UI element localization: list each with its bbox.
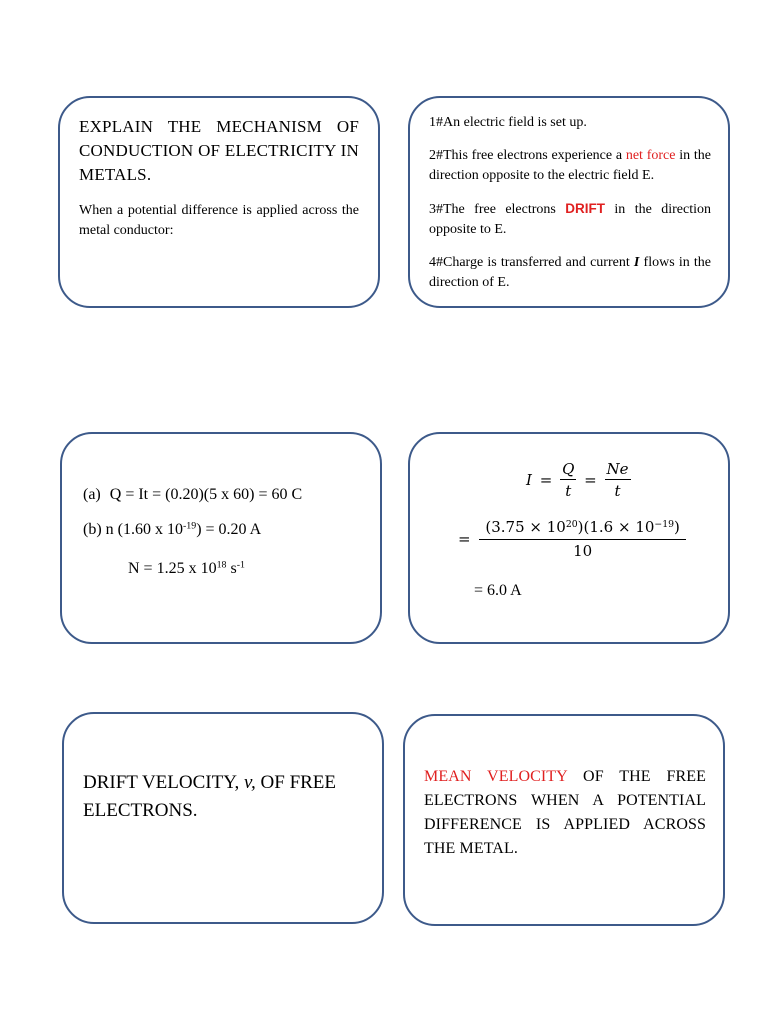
fraction-denominator: t bbox=[565, 482, 572, 500]
net-force-highlight: net force bbox=[625, 147, 676, 163]
card-body: When a potential difference is applied across the metal conductor: bbox=[79, 203, 359, 238]
step-4-text: 4#Charge is transferred and current bbox=[429, 254, 634, 270]
numerator-part-b: )(1.6 × 10 bbox=[577, 518, 655, 536]
calc-line-b bbox=[83, 521, 261, 539]
step-1 bbox=[429, 113, 711, 134]
fraction-ne-over-t bbox=[605, 460, 631, 500]
part-a-label: (a) bbox=[83, 486, 101, 503]
step-3-text-end: in the direction opposite to E. bbox=[429, 201, 711, 237]
numerator-part-a: (3.75 × 10 bbox=[485, 518, 566, 536]
calc-line-n bbox=[128, 560, 245, 578]
answer-list bbox=[429, 113, 711, 294]
n-unit-exponent: -1 bbox=[236, 559, 245, 571]
drift-velocity-heading bbox=[83, 769, 368, 825]
formula-result: = 6.0 A bbox=[474, 582, 522, 599]
card-title: EXPLAIN THE MECHANISM OF CONDUCTION OF ELECTRICITY IN METALS. bbox=[79, 117, 359, 184]
formula-current bbox=[526, 460, 631, 500]
part-b-expression: (b) n (1.60 x 10 bbox=[83, 521, 183, 538]
substitution-numerator bbox=[479, 518, 686, 540]
mean-velocity-text: OF THE FREE ELECTRONS WHEN A POTENTIAL DIFFERENCE IS APPLIED ACROSS THE METAL. bbox=[424, 768, 706, 857]
numerator-exponent-b: −19 bbox=[654, 518, 675, 530]
calc-line-a bbox=[83, 486, 302, 504]
mean-velocity-definition bbox=[424, 765, 706, 861]
part-b-exponent: -19 bbox=[182, 520, 197, 532]
step-4-text-end: flows in the direction of E. bbox=[429, 254, 712, 290]
drift-velocity-text: DRIFT VELOCITY, bbox=[83, 772, 244, 793]
part-b-result: ) = 0.20 A bbox=[196, 521, 262, 538]
equals-sign: = bbox=[458, 530, 471, 548]
current-symbol: I bbox=[633, 254, 640, 270]
n-exponent: 18 bbox=[216, 559, 227, 571]
equals-sign: = bbox=[539, 471, 553, 489]
drift-velocity-text-end: OF FREE ELECTRONS. bbox=[83, 772, 337, 821]
card-mechanism-answer bbox=[408, 96, 730, 308]
substitution-denominator: 10 bbox=[573, 542, 593, 560]
mean-velocity-highlight: MEAN VELOCITY bbox=[424, 768, 568, 785]
n-result: N = 1.25 x 10 bbox=[128, 560, 217, 577]
step-2 bbox=[429, 146, 711, 187]
formula-substitution bbox=[458, 518, 686, 560]
drift-highlight: DRIFT bbox=[565, 200, 606, 216]
numerator-exponent-a: 20 bbox=[565, 518, 578, 530]
n-unit: s bbox=[226, 560, 237, 577]
fraction-denominator: t bbox=[614, 482, 621, 500]
fraction-q-over-t bbox=[560, 460, 576, 500]
card-mechanism-question bbox=[58, 96, 380, 308]
step-1-text: 1#An electric field is set up. bbox=[429, 115, 587, 130]
step-2-text: 2#This free electrons experience a bbox=[429, 147, 626, 163]
fraction-numerator: Q bbox=[562, 460, 575, 478]
card-drift-velocity bbox=[62, 712, 384, 924]
formula-lhs: I bbox=[526, 471, 532, 489]
card-charge-calculation bbox=[60, 432, 382, 644]
step-4 bbox=[429, 253, 711, 294]
fraction-substitution bbox=[479, 518, 686, 560]
numerator-part-c: ) bbox=[674, 518, 680, 536]
part-a-expression: Q = It = (0.20)(5 x 60) = 60 C bbox=[109, 486, 303, 503]
card-mean-velocity bbox=[403, 714, 725, 926]
step-3 bbox=[429, 199, 711, 241]
card-current-formula bbox=[408, 432, 730, 644]
equals-sign: = bbox=[584, 471, 597, 489]
velocity-symbol: v, bbox=[244, 772, 256, 793]
fraction-numerator: Ne bbox=[606, 460, 629, 478]
step-2-text-end: in the direction opposite to the electric field E. bbox=[429, 147, 711, 183]
step-3-text: 3#The free electrons bbox=[429, 201, 566, 217]
